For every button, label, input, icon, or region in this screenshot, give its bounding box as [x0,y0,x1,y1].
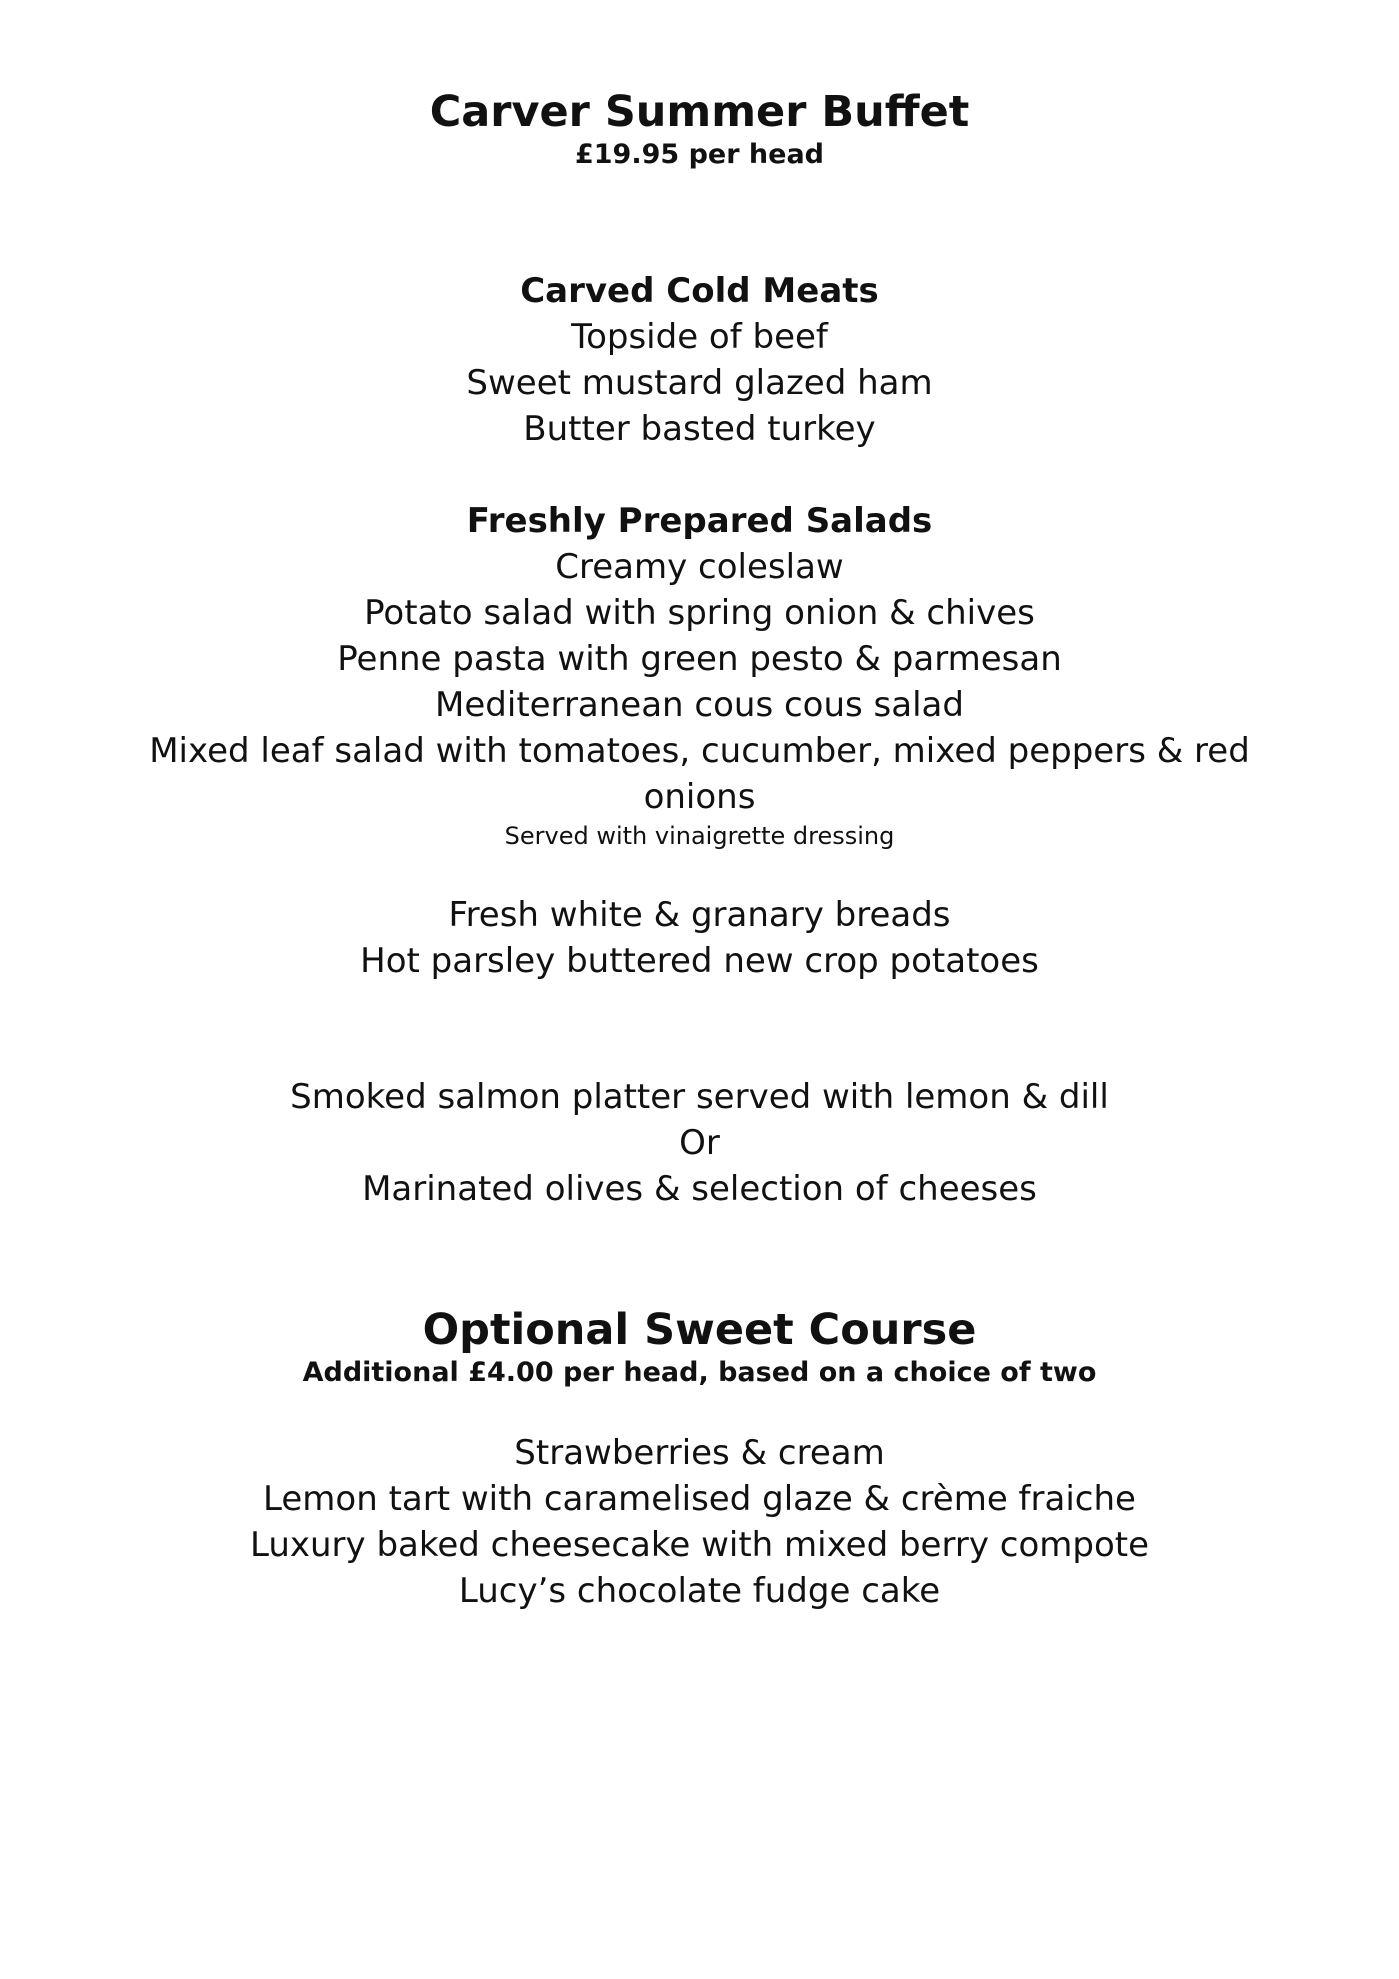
menu-item: Potato salad with spring onion & chives [364,593,1035,633]
price-per-head: £19.95 per head [574,139,825,170]
menu-item: Lemon tart with caramelised glaze & crème fraiche [263,1479,1136,1519]
menu-content [0,86,1399,1614]
menu-item: Creamy coleslaw [555,547,844,587]
salads-section [0,498,1399,852]
sweet-course-subtitle: Additional £4.00 per head, based on a choice of two [302,1357,1097,1388]
sweet-course-title: Optional Sweet Course [422,1305,977,1355]
menu-item: Sweet mustard glazed ham [466,363,933,403]
choice-separator: Or [679,1123,720,1163]
menu-item: Strawberries & cream [514,1433,885,1473]
choice-option-a: Smoked salmon platter served with lemon & dill [290,1077,1109,1117]
menu-item: Butter basted turkey [523,409,876,449]
choice-section [0,1074,1399,1212]
menu-item: Hot parsley buttered new crop potatoes [360,941,1039,981]
dressing-note: Served with vinaigrette dressing [504,822,895,850]
menu-item: Mediterranean cous cous salad [435,685,964,725]
menu-item: Luxury baked cheesecake with mixed berry compote [249,1525,1150,1565]
menu-item: Lucy’s chocolate fudge cake [458,1571,941,1611]
menu-item: Topside of beef [571,317,828,357]
salads-heading: Freshly Prepared Salads [466,501,933,541]
sides-section [0,892,1399,984]
menu-title: Carver Summer Buffet [429,87,970,137]
menu-item: Fresh white & granary breads [448,895,951,935]
menu-item: Mixed leaf salad with tomatoes, cucumber, mixed peppers & red onions [149,731,1250,817]
choice-option-b: Marinated olives & selection of cheeses [362,1169,1037,1209]
sweet-course-section [0,1304,1399,1614]
cold-meats-heading: Carved Cold Meats [520,271,879,311]
menu-item: Penne pasta with green pesto & parmesan [337,639,1062,679]
cold-meats-section [0,268,1399,452]
